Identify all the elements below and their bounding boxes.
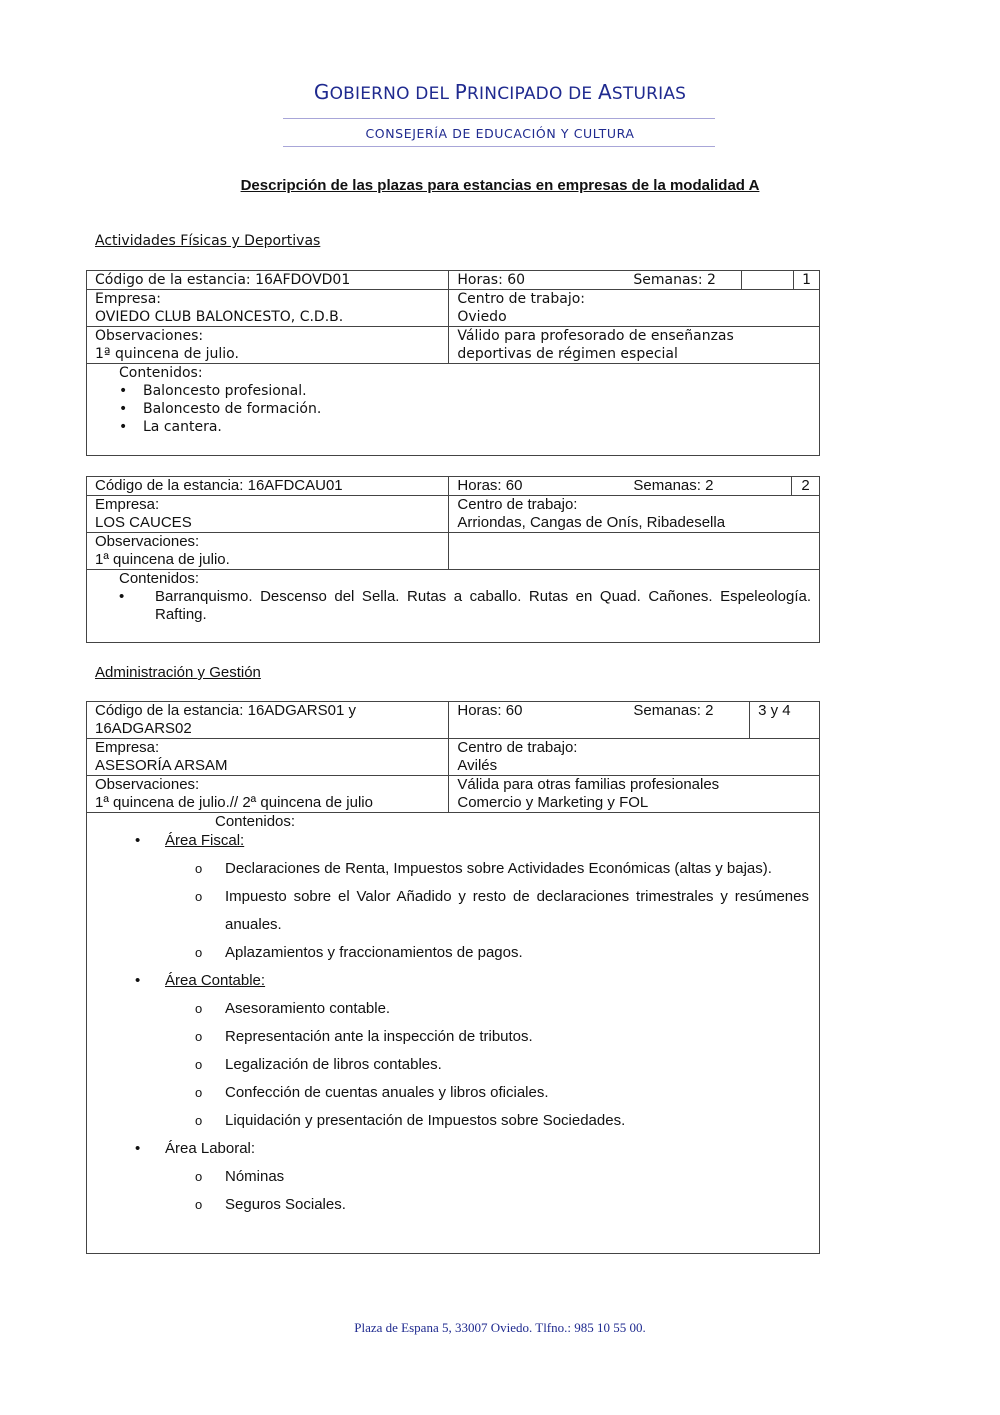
observations-cell: Observaciones: 1ª quincena de julio.// 2ª quincena de julio	[87, 776, 449, 813]
workplace-name: Oviedo	[457, 309, 507, 325]
footer-address: Plaza de Espana 5, 33007 Oviedo. Tlfno.: 985 10 55 00.	[354, 1320, 646, 1335]
list-item: o Declaraciones de Renta, Impuestos sobre Actividades Económicas (altas y bajas).	[95, 855, 811, 883]
stay-hours: Horas: 60	[457, 272, 526, 288]
company-cell: Empresa: ASESORÍA ARSAM	[87, 739, 449, 776]
stay-number: 2	[792, 477, 820, 496]
section-heading-administracion: Administración y Gestión	[95, 664, 261, 681]
note-cell: Válido para profesorado de enseñanzas deportivas de régimen especial	[449, 327, 820, 364]
note-cell: Válida para otras familias profesionales Comercio y Marketing y FOL	[449, 776, 820, 813]
stay-hours-weeks	[449, 477, 792, 496]
workplace-cell: Centro de trabajo: Avilés	[449, 739, 820, 776]
organization-title: GOBIERNO DEL PRINCIPADO DE ASTURIAS	[313, 80, 687, 104]
stay-number: 1	[742, 271, 820, 290]
header-divider-bottom	[283, 146, 715, 147]
contents-cell	[87, 813, 820, 1254]
stay-hours: Horas: 60	[457, 702, 523, 719]
list-item: o Legalización de libros contables.	[95, 1051, 811, 1079]
contents-label: Contenidos:	[119, 570, 200, 587]
note-cell-empty	[449, 533, 820, 570]
list-item: o Seguros Sociales.	[95, 1191, 811, 1219]
header-divider-top	[283, 118, 715, 119]
contents-label: Contenidos:	[119, 365, 203, 381]
company-name: OVIEDO CLUB BALONCESTO, C.D.B.	[95, 309, 344, 325]
stay-weeks: Semanas: 2	[633, 272, 716, 288]
area-fiscal: • Área Fiscal:	[95, 831, 811, 851]
stay-table-2	[86, 476, 820, 643]
list-item: • La cantera.	[143, 418, 811, 436]
stay-number: 3 y 4	[750, 702, 820, 739]
stay-hours-weeks	[449, 271, 742, 290]
company-name: ASESORÍA ARSAM	[95, 757, 228, 774]
stay-code: Código de la estancia: 16AFDOVD01	[87, 271, 449, 290]
stay-code: Código de la estancia: 16ADGARS01 y 16ADGARS02	[87, 702, 449, 739]
company-name: LOS CAUCES	[95, 514, 192, 531]
stay-table-3	[86, 701, 820, 1254]
list-item: • Baloncesto profesional.	[143, 382, 811, 400]
stay-hours: Horas: 60	[457, 477, 523, 494]
workplace-name: Arriondas, Cangas de Onís, Ribadesella	[457, 514, 726, 531]
observations-cell: Observaciones: 1ª quincena de julio.	[87, 327, 449, 364]
workplace-name: Avilés	[457, 757, 498, 774]
list-item: o Confección de cuentas anuales y libros oficiales.	[95, 1079, 811, 1107]
company-cell: Empresa: LOS CAUCES	[87, 496, 449, 533]
area-laboral: • Área Laboral:	[95, 1135, 811, 1163]
stay-table-1	[86, 270, 820, 456]
workplace-cell: Centro de trabajo: Oviedo	[449, 290, 820, 327]
area-contable: • Área Contable:	[95, 967, 811, 995]
list-item: • Baloncesto de formación.	[143, 400, 811, 418]
list-item: o Nóminas	[95, 1163, 811, 1191]
section-heading-actividades: Actividades Físicas y Deportivas	[95, 233, 321, 249]
list-item: o Asesoramiento contable.	[95, 995, 811, 1023]
list-item: • Barranquismo. Descenso del Sella. Rutas a caballo. Rutas en Quad. Cañones. Espeleología. Rafting.	[119, 588, 811, 623]
department-name: CONSEJERÍA DE EDUCACIÓN Y CULTURA	[365, 126, 635, 141]
document-title: Descripción de las plazas para estancias en empresas de la modalidad A	[240, 177, 760, 194]
company-cell: Empresa: OVIEDO CLUB BALONCESTO, C.D.B.	[87, 290, 449, 327]
contents-cell	[87, 364, 820, 456]
stay-weeks: Semanas: 2	[633, 702, 714, 719]
org-cap-1: G	[313, 80, 330, 104]
contents-list	[95, 382, 811, 436]
stay-weeks: Semanas: 2	[633, 477, 714, 494]
contents-cell	[87, 570, 820, 643]
list-item: o Representación ante la inspección de tributos.	[95, 1023, 811, 1051]
stay-hours-weeks	[449, 702, 750, 739]
observations-cell: Observaciones: 1ª quincena de julio.	[87, 533, 449, 570]
stay-code: Código de la estancia: 16AFDCAU01	[87, 477, 449, 496]
list-item: o Aplazamientos y fraccionamientos de pagos.	[95, 939, 811, 967]
list-item: o Liquidación y presentación de Impuestos sobre Sociedades.	[95, 1107, 811, 1135]
list-item: o Impuesto sobre el Valor Añadido y resto de declaraciones trimestrales y resúmenes anuales.	[95, 883, 811, 939]
contents-label: Contenidos:	[215, 813, 296, 830]
workplace-cell: Centro de trabajo: Arriondas, Cangas de Onís, Ribadesella	[449, 496, 820, 533]
